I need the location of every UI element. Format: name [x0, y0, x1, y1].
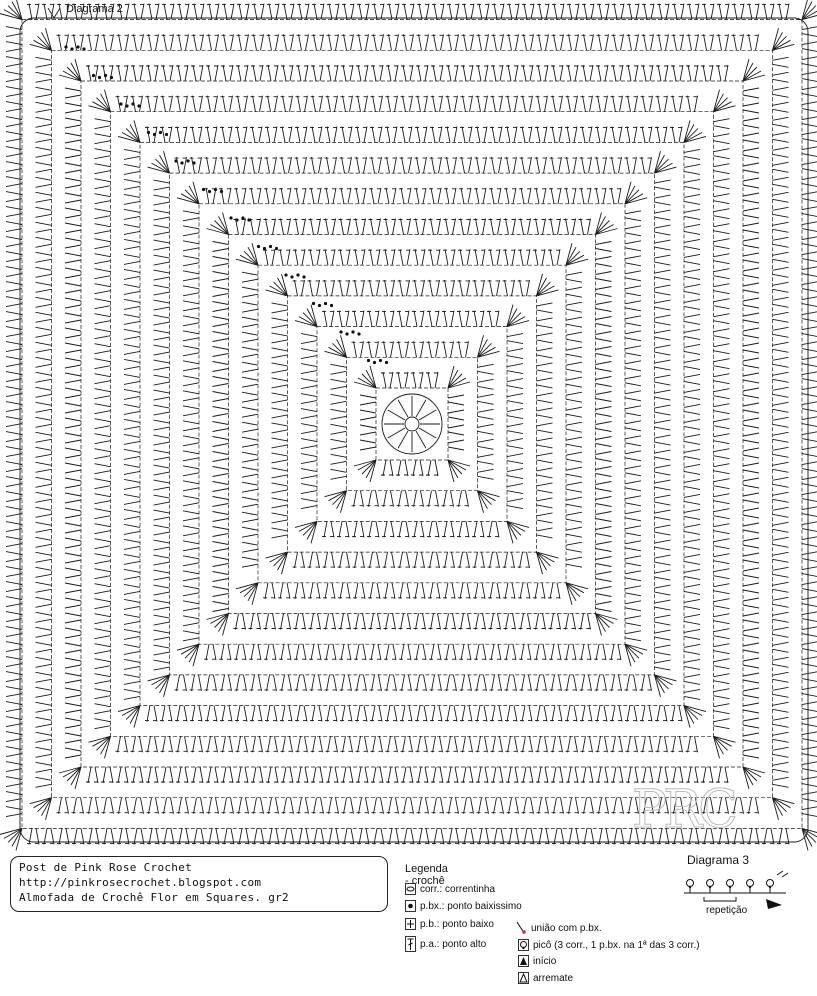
- legend-item-chain: [405, 883, 495, 895]
- repeat-label: repetição: [706, 905, 748, 916]
- finish-icon: [518, 972, 529, 984]
- start-icon: [518, 955, 529, 967]
- credit-box: [10, 856, 388, 912]
- legend-item-picot: [518, 939, 700, 951]
- legend-title: Legenda - crochê: [405, 863, 448, 887]
- legend-item-slip-stitch: [405, 900, 522, 912]
- diagram-3: [682, 853, 792, 916]
- credit-line-2: http://pinkrosecrochet.blogspot.com: [19, 876, 262, 889]
- legend-label: corr.: correntinha: [420, 883, 496, 895]
- diagram-title: Diagrama 2: [66, 3, 123, 15]
- legend-label: início: [533, 955, 557, 967]
- legend-item-double-crochet: [405, 936, 486, 952]
- legend-label: união com p.bx.: [531, 922, 602, 934]
- picot-icon: [518, 939, 529, 951]
- legend-label: p.a.: ponto alto: [420, 938, 487, 950]
- single-crochet-icon: [405, 918, 416, 930]
- legend-item-start: [518, 955, 556, 967]
- legend-label: p.b.: ponto baixo: [420, 918, 494, 930]
- credit-line-3: Almofada de Crochê Flor em Squares. gr2: [19, 891, 289, 904]
- legend-label: arremate: [533, 972, 574, 984]
- legend-item-single-crochet: [405, 918, 494, 930]
- legend-item-finish: [518, 972, 573, 984]
- legend-label: picô (3 corr., 1 p.bx. na 1ª das 3 corr.): [533, 939, 700, 951]
- double-crochet-icon: [405, 936, 416, 952]
- slip-stitch-dots: [64, 45, 388, 364]
- credit-line-1: Post de Pink Rose Crochet: [19, 861, 193, 874]
- join-icon: [515, 921, 527, 935]
- watermark: PRC: [632, 780, 734, 840]
- slip-stitch-icon: [405, 900, 416, 912]
- legend-label: p.bx.: ponto baixissimo: [420, 900, 522, 912]
- legend-item-join: [515, 921, 602, 935]
- diagram-3-title: Diagrama 3: [687, 853, 750, 867]
- chain-icon: [405, 883, 416, 895]
